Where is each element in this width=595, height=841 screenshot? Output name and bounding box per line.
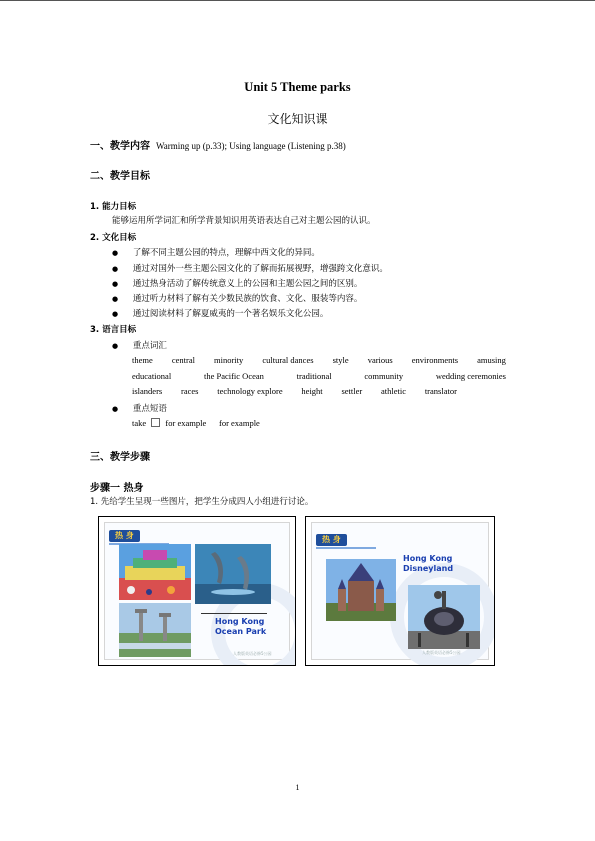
vocab-word: theme <box>132 355 153 365</box>
phrase-word: take <box>132 418 147 428</box>
caption-line: Hong Kong <box>403 554 453 563</box>
caption-rule <box>201 613 267 614</box>
bullet-icon: ● <box>112 405 119 413</box>
header-rule <box>0 0 595 1</box>
bullet-text: 通过阅读材料了解夏威夷的一个著名娱乐文化公园。 <box>132 309 329 319</box>
section-heading-steps: 三、教学步骤 <box>90 452 150 463</box>
vocab-row <box>132 386 457 396</box>
slide-footer: 人教版英语必修5公园 <box>233 651 272 656</box>
slide-tab: 热 身 <box>316 534 347 546</box>
vocab-word: environments <box>411 355 459 365</box>
vocab-word: style <box>332 355 349 365</box>
culture-bullet-item <box>112 246 320 258</box>
vocab-heading <box>112 339 167 351</box>
vocab-word: height <box>301 386 323 396</box>
bullet-icon: ● <box>112 280 119 288</box>
vocab-word: cultural dances <box>262 355 314 365</box>
vocab-word: the Pacific Ocean <box>203 371 264 381</box>
bullet-text: 通过听力材料了解有关少数民族的饮食、文化、服装等内容。 <box>132 294 363 304</box>
bullet-icon: ● <box>112 265 119 273</box>
caption-line: Hong Kong <box>215 617 265 626</box>
section-detail: Warming up (p.33); Using language (Listening p.38) <box>156 141 346 151</box>
vocab-word: islanders <box>132 386 163 396</box>
slide-disneyland <box>305 516 495 666</box>
vocab-row <box>132 371 506 381</box>
goal-culture-label: 2. 文化目标 <box>90 233 137 243</box>
vocab-word: races <box>181 386 199 396</box>
vocab-row <box>132 355 506 365</box>
caption-line: Disneyland <box>403 564 454 573</box>
vocab-word: educational <box>132 371 172 381</box>
bullet-text: 了解不同主题公园的特点，理解中西文化的异同。 <box>132 248 320 258</box>
vocab-word: athletic <box>381 386 407 396</box>
vocab-word: translator <box>424 386 457 396</box>
vocab-title: 重点词汇 <box>132 341 167 351</box>
slide-frame <box>104 522 290 660</box>
step-one-heading: 步骤一 热身 <box>90 483 144 494</box>
vocab-word: settler <box>341 386 363 396</box>
culture-bullet-item <box>112 292 362 304</box>
bullet-icon: ● <box>112 342 119 350</box>
vocab-word: minority <box>214 355 244 365</box>
vocab-word: various <box>367 355 393 365</box>
goal-language-label: 3. 语言目标 <box>90 325 137 335</box>
bullet-icon: ● <box>112 310 119 318</box>
vocab-word: central <box>171 355 195 365</box>
document-title: Unit 5 Theme parks <box>244 80 351 94</box>
caption-line: Ocean Park <box>215 627 267 636</box>
goal-ability-text: 能够运用所学词汇和所学背景知识用英语表达自己对主题公园的认识。 <box>112 216 376 226</box>
photo-castle <box>326 559 396 621</box>
phrase-heading <box>112 402 167 414</box>
slide-caption <box>215 617 266 637</box>
photo-rocket-ride <box>408 585 480 649</box>
page-number: 1 <box>295 783 300 792</box>
section-heading-goals: 二、教学目标 <box>90 171 150 182</box>
step-one-item: 1. 先给学生呈现一些图片，把学生分成四人小组进行讨论。 <box>90 497 314 507</box>
photo-park-gate <box>119 544 191 600</box>
culture-bullet-item <box>112 277 362 289</box>
phrase-line <box>132 418 260 428</box>
photo-dolphins <box>195 544 271 604</box>
vocab-word: traditional <box>296 371 332 381</box>
culture-bullet-item <box>112 262 388 274</box>
vocab-word: amusing <box>477 355 506 365</box>
culture-bullet-item <box>112 307 328 319</box>
slide-caption <box>403 554 453 574</box>
phrase-rest: for example for example <box>165 418 260 428</box>
slide-tab-underline <box>316 547 376 549</box>
slide-footer: 人教版英语必修5公园 <box>422 650 461 655</box>
section-heading: 一、教学内容 <box>90 141 150 152</box>
goal-ability-label: 1. 能力目标 <box>90 202 137 212</box>
photo-cable-car <box>119 603 191 657</box>
slide-tab: 热 身 <box>109 530 140 542</box>
slide-frame <box>311 522 489 660</box>
vocab-word: wedding ceremonies <box>435 371 506 381</box>
document-subtitle: 文化知识课 <box>267 112 328 126</box>
placeholder-box-icon <box>151 418 160 427</box>
phrase-title: 重点短语 <box>132 404 167 414</box>
vocab-word: technology explore <box>217 386 283 396</box>
vocab-word: community <box>364 371 404 381</box>
bullet-icon: ● <box>112 249 119 257</box>
bullet-icon: ● <box>112 295 119 303</box>
section-teaching-content <box>90 137 346 152</box>
bullet-text: 通过对国外一些主题公园文化的了解而拓展视野，增强跨文化意识。 <box>132 264 388 274</box>
slide-ocean-park <box>98 516 296 666</box>
bullet-text: 通过热身活动了解传统意义上的公园和主题公园之间的区别。 <box>132 279 363 289</box>
